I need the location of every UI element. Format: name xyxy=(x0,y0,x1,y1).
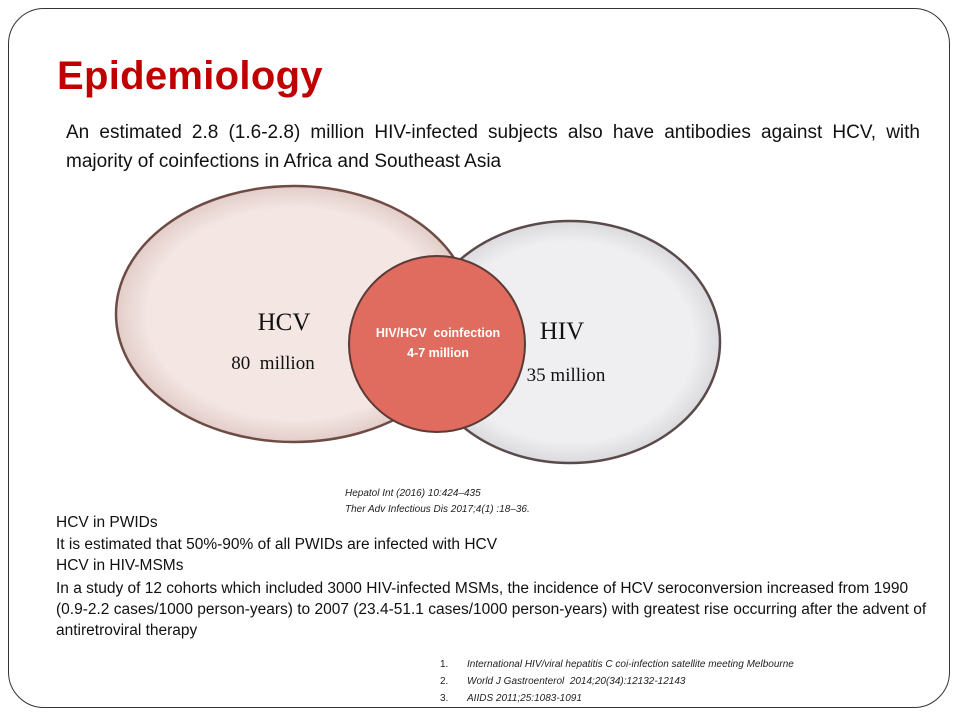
venn-reference: Hepatol Int (2016) 10:424–435 xyxy=(345,488,481,499)
venn-reference: Ther Adv Infectious Dis 2017;4(1) :18–36. xyxy=(345,504,530,515)
pwid-text: It is estimated that 50%-90% of all PWIDs are infected with HCV xyxy=(56,536,498,553)
reference-text: International HIV/viral hepatitis C coi-infection satellite meeting Melbourne xyxy=(467,659,794,670)
reference-list xyxy=(440,656,794,707)
reference-number: 1. xyxy=(440,659,449,670)
overlap-circle xyxy=(349,256,525,432)
reference-text: AIIDS 2011;25:1083-1091 xyxy=(467,693,582,704)
hiv-value: 35 million xyxy=(526,365,606,386)
slide-title: Epidemiology xyxy=(57,54,323,98)
overlap-label: HIV/HCV coinfection xyxy=(375,326,501,340)
hcv-value: 80 million xyxy=(231,353,315,374)
venn-references xyxy=(345,486,530,518)
intro-paragraph: An estimated 2.8 (1.6-2.8) million HIV-infected subjects also have antibodies against HCV, with majority of coinfections in Africa and Southeast Asia xyxy=(66,122,920,172)
msm-heading: HCV in HIV-MSMs xyxy=(56,557,184,574)
overlap-value: 4-7 million xyxy=(407,346,469,360)
reference-item xyxy=(440,673,794,690)
reference-item xyxy=(440,656,794,673)
pwid-heading: HCV in PWIDs xyxy=(56,514,158,531)
reference-number: 2. xyxy=(440,676,449,687)
reference-text: World J Gastroenterol 2014;20(34):12132-12143 xyxy=(467,676,686,687)
reference-item xyxy=(440,690,794,707)
hiv-label: HIV xyxy=(539,318,585,345)
hcv-label: HCV xyxy=(257,309,311,336)
reference-number: 3. xyxy=(440,693,449,704)
msm-text: In a study of 12 cohorts which included 3000 HIV-infected MSMs, the incidence of HCV seroconversion increased from 1990 (0.9-2.2 cases/1000 person-years) to 2007 (23.4-51.1 cases/1000 person-years) with greatest rise occurring after the advent of antiretroviral therapy xyxy=(56,580,927,639)
